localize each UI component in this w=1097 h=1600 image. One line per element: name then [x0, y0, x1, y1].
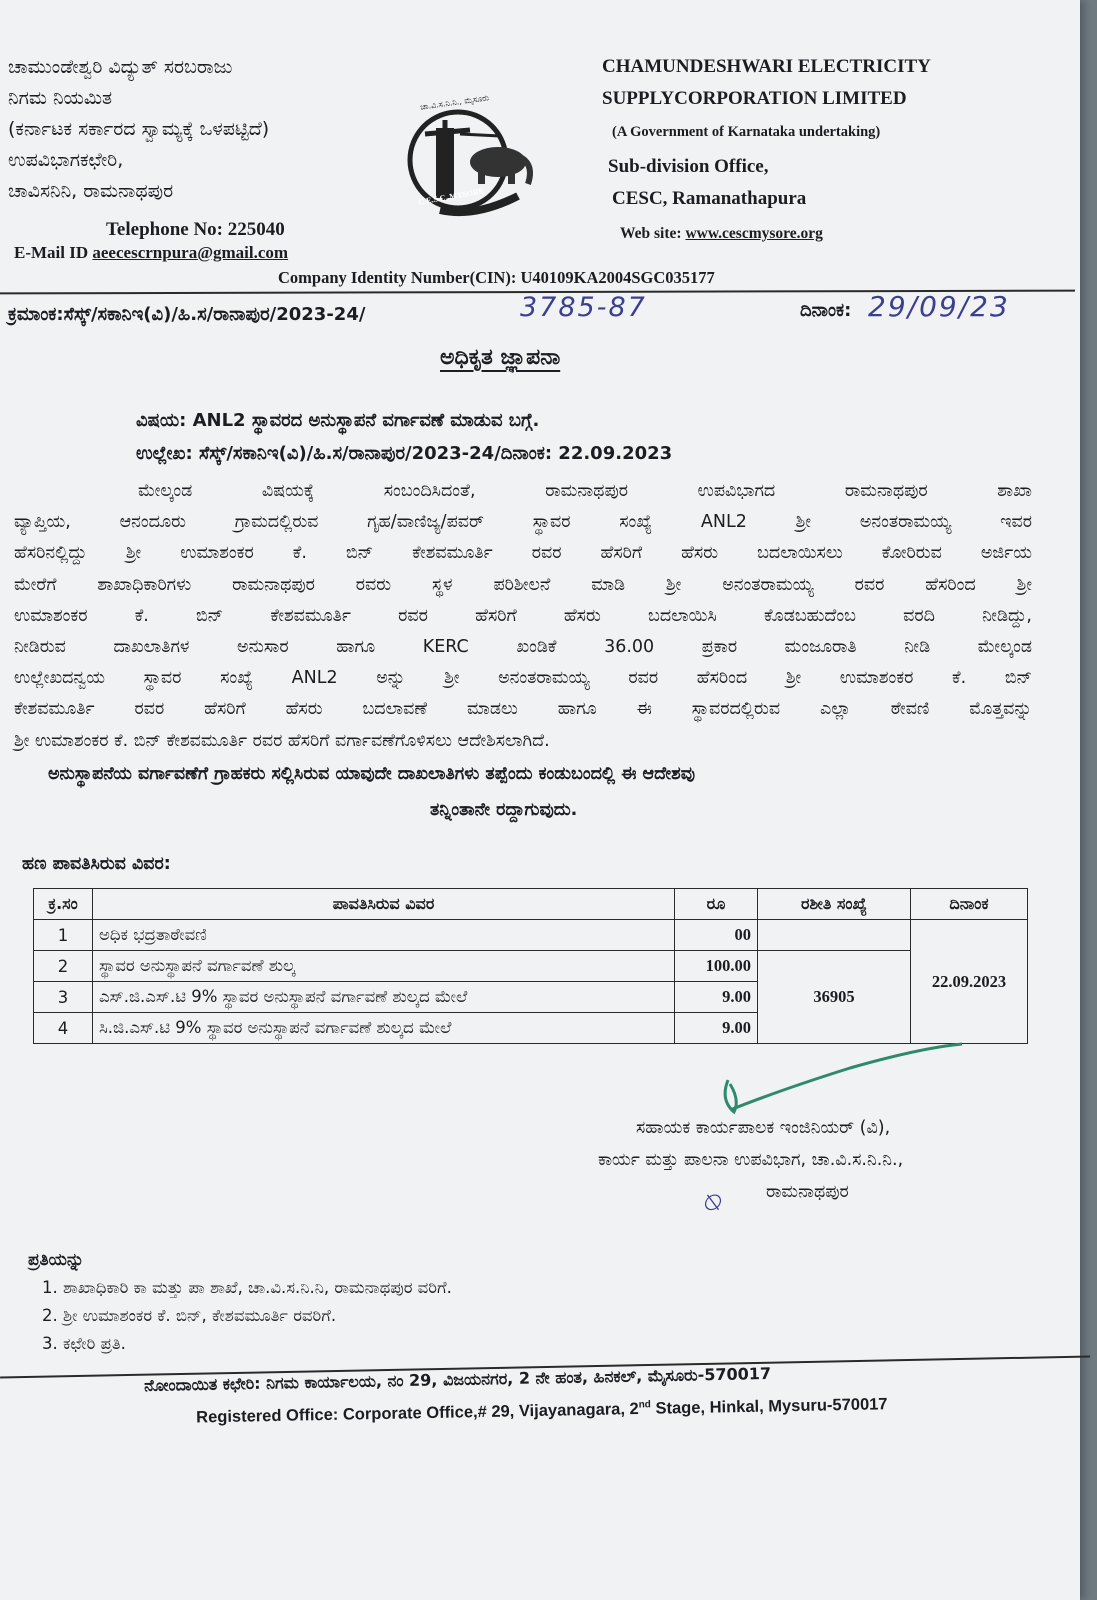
body-line-6: ನೀಡಿರುವ ದಾಖಲಾತಿಗಳ ಅನುಸಾರ ಹಾಗೂ KERC ಖಂಡಿಕೆ 36.00 ಪ್ರಕಾರ ಮಂಜೂರಾತಿ ನೀಡಿ ಮೇಲ್ಕಂಡ [14, 637, 1032, 658]
row-sl: 3 [34, 982, 93, 1013]
body-line-4: ಮೇರೆಗೆ ಶಾಖಾಧಿಕಾರಿಗಳು ರಾಮನಾಥಪುರ ರವರು ಸ್ಥಳ ಪರಿಶೀಲನೆ ಮಾಡಿ ಶ್ರೀ ಅನಂತರಾಮಯ್ಯ ರವರ ಹೆಸರಿಂದ ಶ್ರೀ [14, 574, 1032, 595]
row-desc: ಅಧಿಕ ಭದ್ರತಾಠೇವಣಿ [93, 920, 675, 951]
reference-date-handwritten: 29/09/23 [868, 290, 1010, 323]
header-en-line-4: Sub-division Office, [608, 156, 769, 177]
signature-mark [700, 1040, 970, 1130]
header-kn-line-4: ಉಪವಿಭಾಗಕಛೇರಿ, [8, 149, 124, 171]
copy-item-2: 2. ಶ್ರೀ ಉಮಾಶಂಕರ ಕೆ. ಬಿನ್, ಕೇಶವಮೂರ್ತಿ ರವರಿಗೆ. [42, 1306, 337, 1325]
website-label: Web site: [620, 225, 686, 242]
payment-receipt-no: 36905 [758, 951, 911, 1044]
warning-line-1: ಅನುಸ್ಥಾಪನೆಯ ವರ್ಗಾವಣೆಗೆ ಗ್ರಾಹಕರು ಸಲ್ಲಿಸಿರುವ ಯಾವುದೇ ದಾಖಲಾತಿಗಳು ತಪ್ಪೆಂದು ಕಂಡುಬಂದಲ್ಲಿ ಈ ಆದೇಶವು [48, 764, 695, 784]
payment-heading: ಹಣ ಪಾವತಿಸಿರುವ ವಿವರ: [22, 854, 171, 874]
row-amount: 9.00 [675, 1013, 758, 1044]
header-en-line-2: SUPPLYCORPORATION LIMITED [602, 88, 907, 109]
header-cin: Company Identity Number(CIN): U40109KA2004SGC035177 [278, 268, 715, 287]
warning-line-2: ತನ್ನಿಂತಾನೇ ರದ್ದಾಗುವುದು. [430, 800, 578, 820]
row-sl: 1 [34, 920, 93, 951]
row-receipt-empty [758, 920, 911, 951]
memo-title: ಅಧಿಕೃತ ಜ್ಞಾಪನಾ [440, 345, 561, 370]
row-desc: ಎಸ್.ಜಿ.ಎಸ್.ಟಿ 9% ಸ್ಥಾವರ ಅನುಸ್ಥಾಪನೆ ವರ್ಗಾವಣೆ ಶುಲ್ಕದ ಮೇಲೆ [93, 982, 675, 1013]
table-row [34, 920, 1028, 951]
row-desc: ಸಿ.ಜಿ.ಎಸ್.ಟಿ 9% ಸ್ಥಾವರ ಅನುಸ್ಥಾಪನೆ ವರ್ಗಾವಣೆ ಶುಲ್ಕದ ಮೇಲೆ [93, 1013, 675, 1044]
body-line-2: ವ್ಯಾಪ್ತಿಯ, ಆನಂದೂರು ಗ್ರಾಮದಲ್ಲಿರುವ ಗೃಹ/ವಾಣಿಜ್ಯ/ಪವರ್ ಸ್ಥಾವರ ಸಂಖ್ಯೆ ANL2 ಶ್ರೀ ಅನಂತರಾಮಯ್ಯ ಇವರ [14, 512, 1032, 533]
row-desc: ಸ್ಥಾವರ ಅನುಸ್ಥಾಪನೆ ವರ್ಗಾವಣೆ ಶುಲ್ಕ [93, 951, 675, 982]
header-en-line-1: CHAMUNDESHWARI ELECTRICITY [602, 56, 931, 77]
memo-body [14, 476, 1032, 757]
body-line-1: ಮೇಲ್ಕಂಡ ವಿಷಯಕ್ಕೆ ಸಂಬಂದಿಸಿದಂತೆ, ರಾಮನಾಥಪುರ ಉಪವಿಭಾಗದ ರಾಮನಾಥಪುರ ಶಾಖಾ [138, 481, 1032, 501]
reference-number-handwritten: 3785-87 [520, 292, 647, 323]
body-line-3: ಹೆಸರಿನಲ್ಲಿದ್ದು ಶ್ರೀ ಉಮಾಶಂಕರ ಕೆ. ಬಿನ್ ಕೇಶವಮೂರ್ತಿ ರವರ ಹೆಸರಿಗೆ ಹೆಸರು ಬದಲಾಯಿಸಲು ಕೋರಿರುವ ಅರ್ಜಿಯ [14, 543, 1032, 564]
body-line-9: ಶ್ರೀ ಉಮಾಶಂಕರ ಕೆ. ಬಿನ್ ಕೇಶವಮೂರ್ತಿ ರವರ ಹೆಸರಿಗೆ ವರ್ಗಾವಣೆಗೊಳಿಸಲು ಆದೇಶಿಸಲಾಗಿದೆ. [14, 730, 550, 751]
cesc-logo [400, 93, 550, 220]
logo-bottom-text: C.E.S.C, MYSORE [417, 186, 485, 207]
header-kn-line-3: (ಕರ್ನಾಟಕ ಸರ್ಕಾರದ ಸ್ವಾಮ್ಯಕ್ಕೆ ಒಳಪಟ್ಟಿದೆ) [8, 118, 270, 140]
body-line-7: ಉಲ್ಲೇಖದನ್ವಯ ಸ್ಥಾವರ ಸಂಖ್ಯೆ ANL2 ಅನ್ನು ಶ್ರೀ ಅನಂತರಾಮಯ್ಯ ರವರ ಹೆಸರಿಂದ ಶ್ರೀ ಉಮಾಶಂಕರ ಕೆ. ಬಿನ್ [14, 668, 1032, 689]
col-sl: ಕ್ರ.ಸಂ [34, 889, 93, 920]
col-description: ಪಾವತಿಸಿರುವ ವಿವರ [93, 889, 675, 920]
header-en-line-5: CESC, Ramanathapura [612, 188, 807, 209]
col-amount: ರೂ [675, 889, 758, 920]
footer-en-suffix: Stage, Hinkal, Mysuru-570017 [650, 1395, 888, 1418]
header-kn-line-2: ನಿಗಮ ನಿಯಮಿತ [8, 87, 113, 109]
reference-date-label: ದಿನಾಂಕ: [800, 300, 852, 321]
payment-table [33, 888, 1028, 1044]
reference-number-label: ಕ್ರಮಾಂಕ:ಸೆಸ್ಕ್/ಸಕಾನಿಇ(ವಿ)/ಹಿ.ಸ/ರಾನಾಪುರ/2023-24/ [8, 304, 366, 325]
copies-heading: ಪ್ರತಿಯನ್ನು [28, 1250, 85, 1270]
signatory-place: ರಾಮನಾಥಪುರ [766, 1182, 849, 1202]
row-sl: 2 [34, 951, 93, 982]
signatory-office: ಕಾರ್ಯ ಮತ್ತು ಪಾಲನಾ ಉಪವಿಭಾಗ, ಚಾ.ವಿ.ಸ.ನಿ.ನಿ., [598, 1150, 904, 1170]
col-date: ದಿನಾಂಕ [911, 889, 1028, 920]
email-address: aeecescrnpura@gmail.com [92, 243, 289, 262]
initial-mark: ⍉ [703, 1188, 719, 1218]
row-sl: 4 [34, 1013, 93, 1044]
copy-item-3: 3. ಕಛೇರಿ ಪ್ರತಿ. [42, 1334, 126, 1353]
row-amount: 9.00 [675, 982, 758, 1013]
body-line-8: ಕೇಶವಮೂರ್ತಿ ರವರ ಹೆಸರಿಗೆ ಹೆಸರು ಬದಲಾವಣೆ ಮಾಡಲು ಹಾಗೂ ಈ ಸ್ಥಾವರದಲ್ಲಿರುವ ಎಲ್ಲಾ ಠೇವಣಿ ಮೊತ್ತವನ್ನು [14, 699, 1032, 720]
signatory-designation: ಸಹಾಯಕ ಕಾರ್ಯಪಾಲಕ ಇಂಜಿನಿಯರ್ (ವಿ), [636, 1118, 891, 1138]
header-en-line-3: (A Government of Karnataka undertaking) [612, 124, 881, 140]
header-website [620, 225, 823, 243]
footer-kn: ನೋಂದಾಯಿತ ಕಛೇರಿ: ನಿಗಮ ಕಾರ್ಯಾಲಯ, ನಂ 29, ವಿಜಯನಗರ, 2 ನೇ ಹಂತ, ಹಿನಕಲ್, ಮೈಸೂರು-570017 [144, 1363, 772, 1395]
body-line-5: ಉಮಾಶಂಕರ ಕೆ. ಬಿನ್ ಕೇಶವಮೂರ್ತಿ ರವರ ಹೆಸರಿಗೆ ಹೆಸರು ಬದಲಾಯಿಸಿ ಕೊಡಬಹುದೆಂಬ ವರದಿ ನೀಡಿದ್ದು, [14, 605, 1032, 626]
copy-item-1: 1. ಶಾಖಾಧಿಕಾರಿ ಕಾ ಮತ್ತು ಪಾ ಶಾಖೆ, ಚಾ.ವಿ.ಸ.ನಿ.ನಿ, ರಾಮನಾಥಪುರ ವರಿಗೆ. [42, 1278, 452, 1297]
header-email [14, 243, 288, 263]
footer-en-sup: nd [638, 1399, 651, 1411]
header-kn-line-1: ಚಾಮುಂಡೇಶ್ವರಿ ವಿದ್ಯುತ್ ಸರಬರಾಜು [8, 56, 233, 78]
memo-reference: ಉಲ್ಲೇಖ: ಸೆಸ್ಕ್/ಸಕಾನಿಇ(ವಿ)/ಹಿ.ಸ/ರಾನಾಪುರ/2023-24/ದಿನಾಂಕ: 22.09.2023 [136, 443, 673, 464]
header-kn-line-5: ಚಾವಿಸನಿನಿ, ರಾಮನಾಥಪುರ [8, 180, 174, 202]
row-amount: 00 [675, 920, 758, 951]
header-telephone: Telephone No: 225040 [106, 219, 285, 240]
logo-top-text: ಚಾ.ವಿ.ಸ.ನಿ.ನಿ., ಮೈಸೂರು [419, 93, 490, 112]
payment-date: 22.09.2023 [911, 920, 1028, 1044]
payment-table-header [34, 889, 1028, 920]
col-receipt: ರಶೀತಿ ಸಂಖ್ಯೆ [758, 889, 911, 920]
footer-en-prefix: Registered Office: Corporate Office,# 29, Vijayanagara, 2 [196, 1400, 639, 1427]
memo-subject: ವಿಷಯ: ANL2 ಸ್ಥಾವರದ ಅನುಸ್ಥಾಪನೆ ವರ್ಗಾವಣೆ ಮಾಡುವ ಬಗ್ಗೆ. [136, 410, 540, 431]
row-amount: 100.00 [675, 951, 758, 982]
table-row [34, 951, 1028, 982]
footer-en [196, 1395, 888, 1428]
email-label: E-Mail ID [14, 243, 93, 262]
website-link[interactable]: www.cescmysore.org [685, 225, 823, 242]
